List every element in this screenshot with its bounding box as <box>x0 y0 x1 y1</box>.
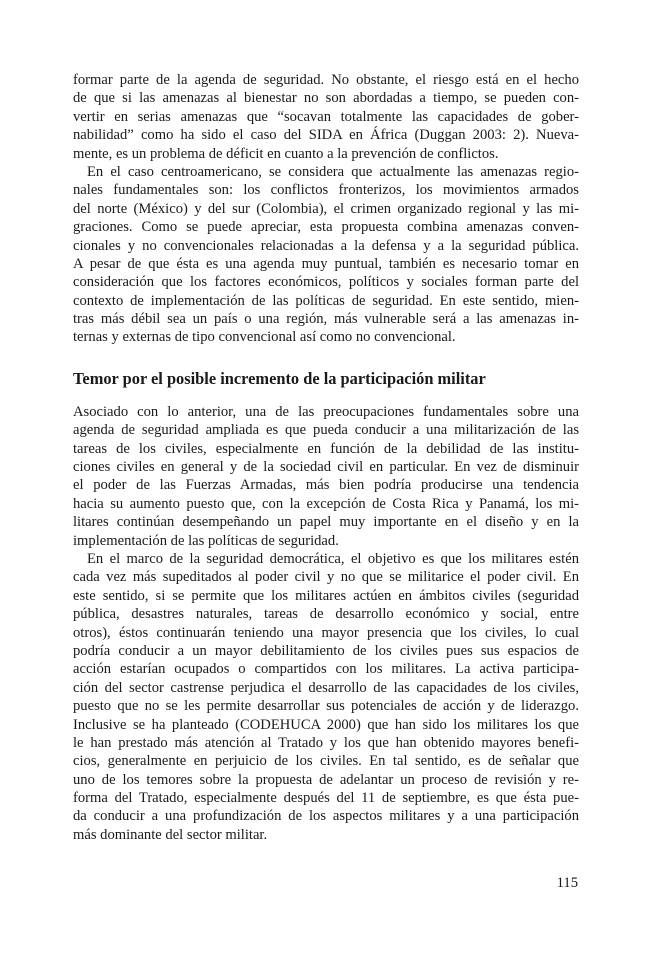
paragraph-line: A pesar de que ésta es una agenda muy puntual, también es necesario tomar en <box>73 255 579 272</box>
paragraph-line: Asociado con lo anterior, una de las preocupaciones fundamentales sobre una <box>73 403 579 420</box>
paragraph-line: podría conducir a un mayor debilitamiento de los civiles pues sus espacios de <box>73 642 579 659</box>
paragraph-line: puesto que no se les permite desarrollar sus potenciales de acción y de liderazgo. <box>73 698 579 715</box>
paragraph-line: tareas de los civiles, especialmente en función de la debilidad de las institu- <box>73 440 579 457</box>
paragraph-line: del norte (México) y del sur (Colombia), el crimen organizado regional y las mi- <box>73 200 579 217</box>
paragraph-line: pública, desastres naturales, tareas de desarrollo económico y social, entre <box>73 606 579 623</box>
paragraph-4 <box>73 550 579 844</box>
paragraph-line: mente, es un problema de déficit en cuanto a la prevención de conflictos. <box>73 145 499 162</box>
paragraph-line: Inclusive se ha planteado (CODEHUCA 2000) que han sido los militares los que <box>73 716 579 733</box>
paragraph-line: nabilidad” como ha sido el caso del SIDA en África (Duggan 2003: 2). Nueva- <box>73 127 579 144</box>
paragraph-line: da conducir a una profundización de los aspectos militares y a una participación <box>73 808 579 825</box>
page-number: 115 <box>556 875 578 891</box>
paragraph-line: forma del Tratado, especialmente después del 11 de septiembre, es que ésta pue- <box>73 790 579 807</box>
paragraph-line: En el marco de la seguridad democrática, el objetivo es que los militares estén <box>87 550 579 567</box>
paragraph-line: ciones civiles en general y de la sociedad civil en particular. En vez de disminuir <box>73 459 579 476</box>
paragraph-line: tras más débil sea un país o una región, más vulnerable será a las amenazas in- <box>73 311 579 328</box>
paragraph-line: acción estarían ocupados o compartidos con los militares. La activa participa- <box>73 661 579 678</box>
paragraph-line: contexto de implementación de las políticas de seguridad. En este sentido, mien- <box>73 292 579 309</box>
paragraph-line: graciones. Como se puede apreciar, esta propuesta combina amenazas conven- <box>73 219 579 236</box>
paragraph-line: uno de los temores sobre la propuesta de adelantar un proceso de revisión y re- <box>73 771 579 788</box>
paragraph-line: formar parte de la agenda de seguridad. No obstante, el riesgo está en el hecho <box>73 72 579 88</box>
paragraph-2 <box>73 163 579 347</box>
paragraph-line: litares continúan desempeñando un papel muy importante en el diseño y en la <box>73 514 579 531</box>
paragraph-line: implementación de las políticas de seguridad. <box>73 532 339 549</box>
paragraph-line: hacia su aumento puesto que, con la excepción de Costa Rica y Panamá, los mi- <box>73 495 579 512</box>
paragraph-3 <box>73 403 579 550</box>
paragraph-line: consideración que los factores económicos, políticos y sociales forman parte del <box>73 274 579 291</box>
paragraph-line: En el caso centroamericano, se considera que actualmente las amenazas regio- <box>87 163 579 180</box>
paragraph-line: le han prestado más atención al Tratado y los que han obtenido mayores benefi- <box>73 734 579 751</box>
page-body <box>73 71 579 844</box>
paragraph-line: de que si las amenazas al bienestar no son abordadas a tiempo, se pueden con- <box>73 90 579 107</box>
paragraph-line: cionales y no convencionales relacionadas a la defensa y a la seguridad pública. <box>73 237 579 254</box>
paragraph-1 <box>73 71 579 163</box>
paragraph-line: más dominante del sector militar. <box>73 826 268 843</box>
paragraph-line: cios, generalmente en perjuicio de los civiles. En tal sentido, es de señalar que <box>73 753 579 770</box>
paragraph-line: ternas y externas de tipo convencional así como no convencional. <box>73 329 456 346</box>
paragraph-line: el poder de las Fuerzas Armadas, más bien podría producirse una tendencia <box>73 477 579 494</box>
paragraph-line: ción del sector castrense perjudica el desarrollo de las capacidades de los civiles, <box>73 679 579 696</box>
paragraph-line: vertir en serias amenazas que “socavan totalmente las capacidades de gober- <box>73 108 579 125</box>
paragraph-line: cada vez más supeditados al poder civil y no que se militarice el poder civil. En <box>73 569 579 586</box>
section-heading: Temor por el posible incremento de la participación militar <box>73 368 486 388</box>
paragraph-line: este sentido, si se permite que los militares actúen en ámbitos civiles (seguridad <box>73 587 579 604</box>
paragraph-line: nales fundamentales son: los conflictos fronterizos, los movimientos armados <box>73 182 579 199</box>
paragraph-line: otros), éstos continuarán teniendo una mayor presencia que los civiles, lo cual <box>73 624 579 641</box>
paragraph-line: agenda de seguridad ampliada es que pueda conducir a una militarización de las <box>73 422 579 439</box>
